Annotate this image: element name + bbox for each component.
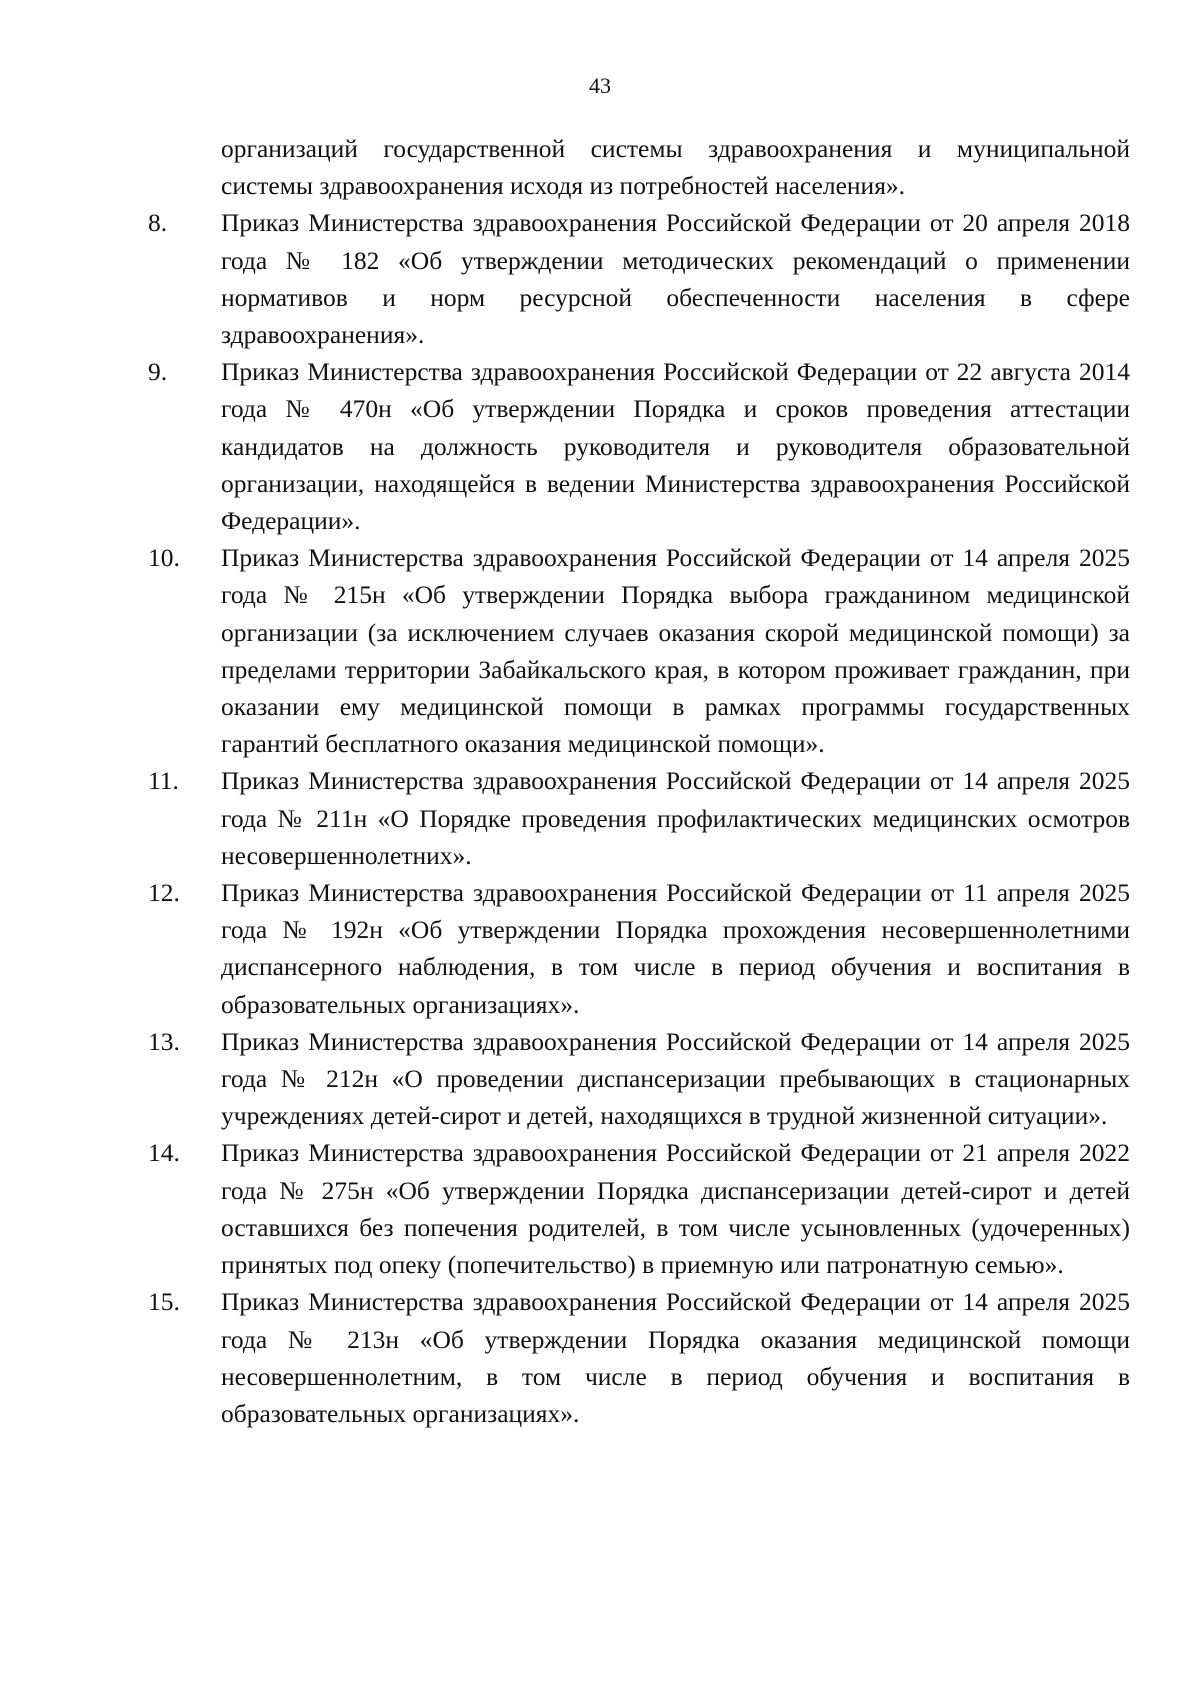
list-item-text: Приказ Министерства здравоохранения Российской Федерации от 14 апреля 2025 года № 213н «Об утверждении Порядка оказания медицинской помощи несовершеннолетним, в том числе в период обучения и воспитания в образовательных организациях».: [221, 1287, 1130, 1428]
list-item-number: 11.: [148, 766, 179, 796]
list-item-number: 12.: [148, 878, 180, 908]
list-item: [148, 1023, 1130, 1135]
list-item-number: 13.: [148, 1026, 180, 1056]
list-item-text: Приказ Министерства здравоохранения Российской Федерации от 14 апреля 2025 года № 211н «О Порядке проведения профилактических медицинских осмотров несовершеннолетних».: [221, 766, 1130, 870]
continuation-paragraph: организаций государственной системы здравоохранения и муниципальной системы здравоохранения исходя из потребностей населения».: [221, 134, 1130, 201]
list-item: [148, 1134, 1130, 1283]
list-item-text: Приказ Министерства здравоохранения Российской Федерации от 21 апреля 2022 года № 275н «Об утверждении Порядка диспансеризации детей-сирот и детей оставшихся без попечения родителей, в том числе усыновленных (удочеренных) принятых под опеку (попечительство) в приемную или патронатную семью».: [221, 1138, 1130, 1280]
list-item-number: 14.: [148, 1138, 180, 1168]
list-item-text: Приказ Министерства здравоохранения Российской Федерации от 14 апреля 2025 года № 212н «О проведении диспансеризации пребывающих в стационарных учреждениях детей-сирот и детей, находящихся в трудной жизненной ситуации».: [221, 1026, 1130, 1131]
list-item: [148, 1283, 1130, 1432]
list-item-number: 10.: [148, 543, 180, 573]
list-item: [148, 204, 1130, 353]
list-item: [148, 762, 1130, 874]
document-body: [148, 130, 1130, 1432]
list-item: [148, 353, 1130, 539]
list-item: [148, 539, 1130, 762]
list-item-text: Приказ Министерства здравоохранения Российской Федерации от 22 августа 2014 года № 470н «Об утверждении Порядка и сроков проведения аттестации кандидатов на должность руководителя и руководителя образовательной организации, находящейся в ведении Министерства здравоохранения Российской Федерации».: [221, 357, 1130, 536]
list-item: [148, 874, 1130, 1023]
list-item-number: 15.: [148, 1287, 180, 1317]
page-number: 43: [589, 73, 611, 98]
list-item-number: 8.: [148, 208, 168, 238]
list-item-text: Приказ Министерства здравоохранения Российской Федерации от 20 апреля 2018 года № 182 «Об утверждении методических рекомендаций о применении нормативов и норм ресурсной обеспеченности населения в сфере здравоохранения».: [221, 208, 1130, 350]
list-item-text: Приказ Министерства здравоохранения Российской Федерации от 14 апреля 2025 года № 215н «Об утверждении Порядка выбора гражданином медицинской организации (за исключением случаев оказания скорой медицинской помощи) за пределами территории Забайкальского края, в котором проживает гражданин, при оказании ему медицинской помощи в рамках программы государственных гарантий бесплатного оказания медицинской помощи».: [221, 543, 1130, 759]
list-item-text: Приказ Министерства здравоохранения Российской Федерации от 11 апреля 2025 года № 192н «Об утверждении Порядка прохождения несовершеннолетними диспансерного наблюдения, в том числе в период обучения и воспитания в образовательных организациях».: [221, 878, 1130, 1019]
list-item-number: 9.: [148, 357, 168, 387]
